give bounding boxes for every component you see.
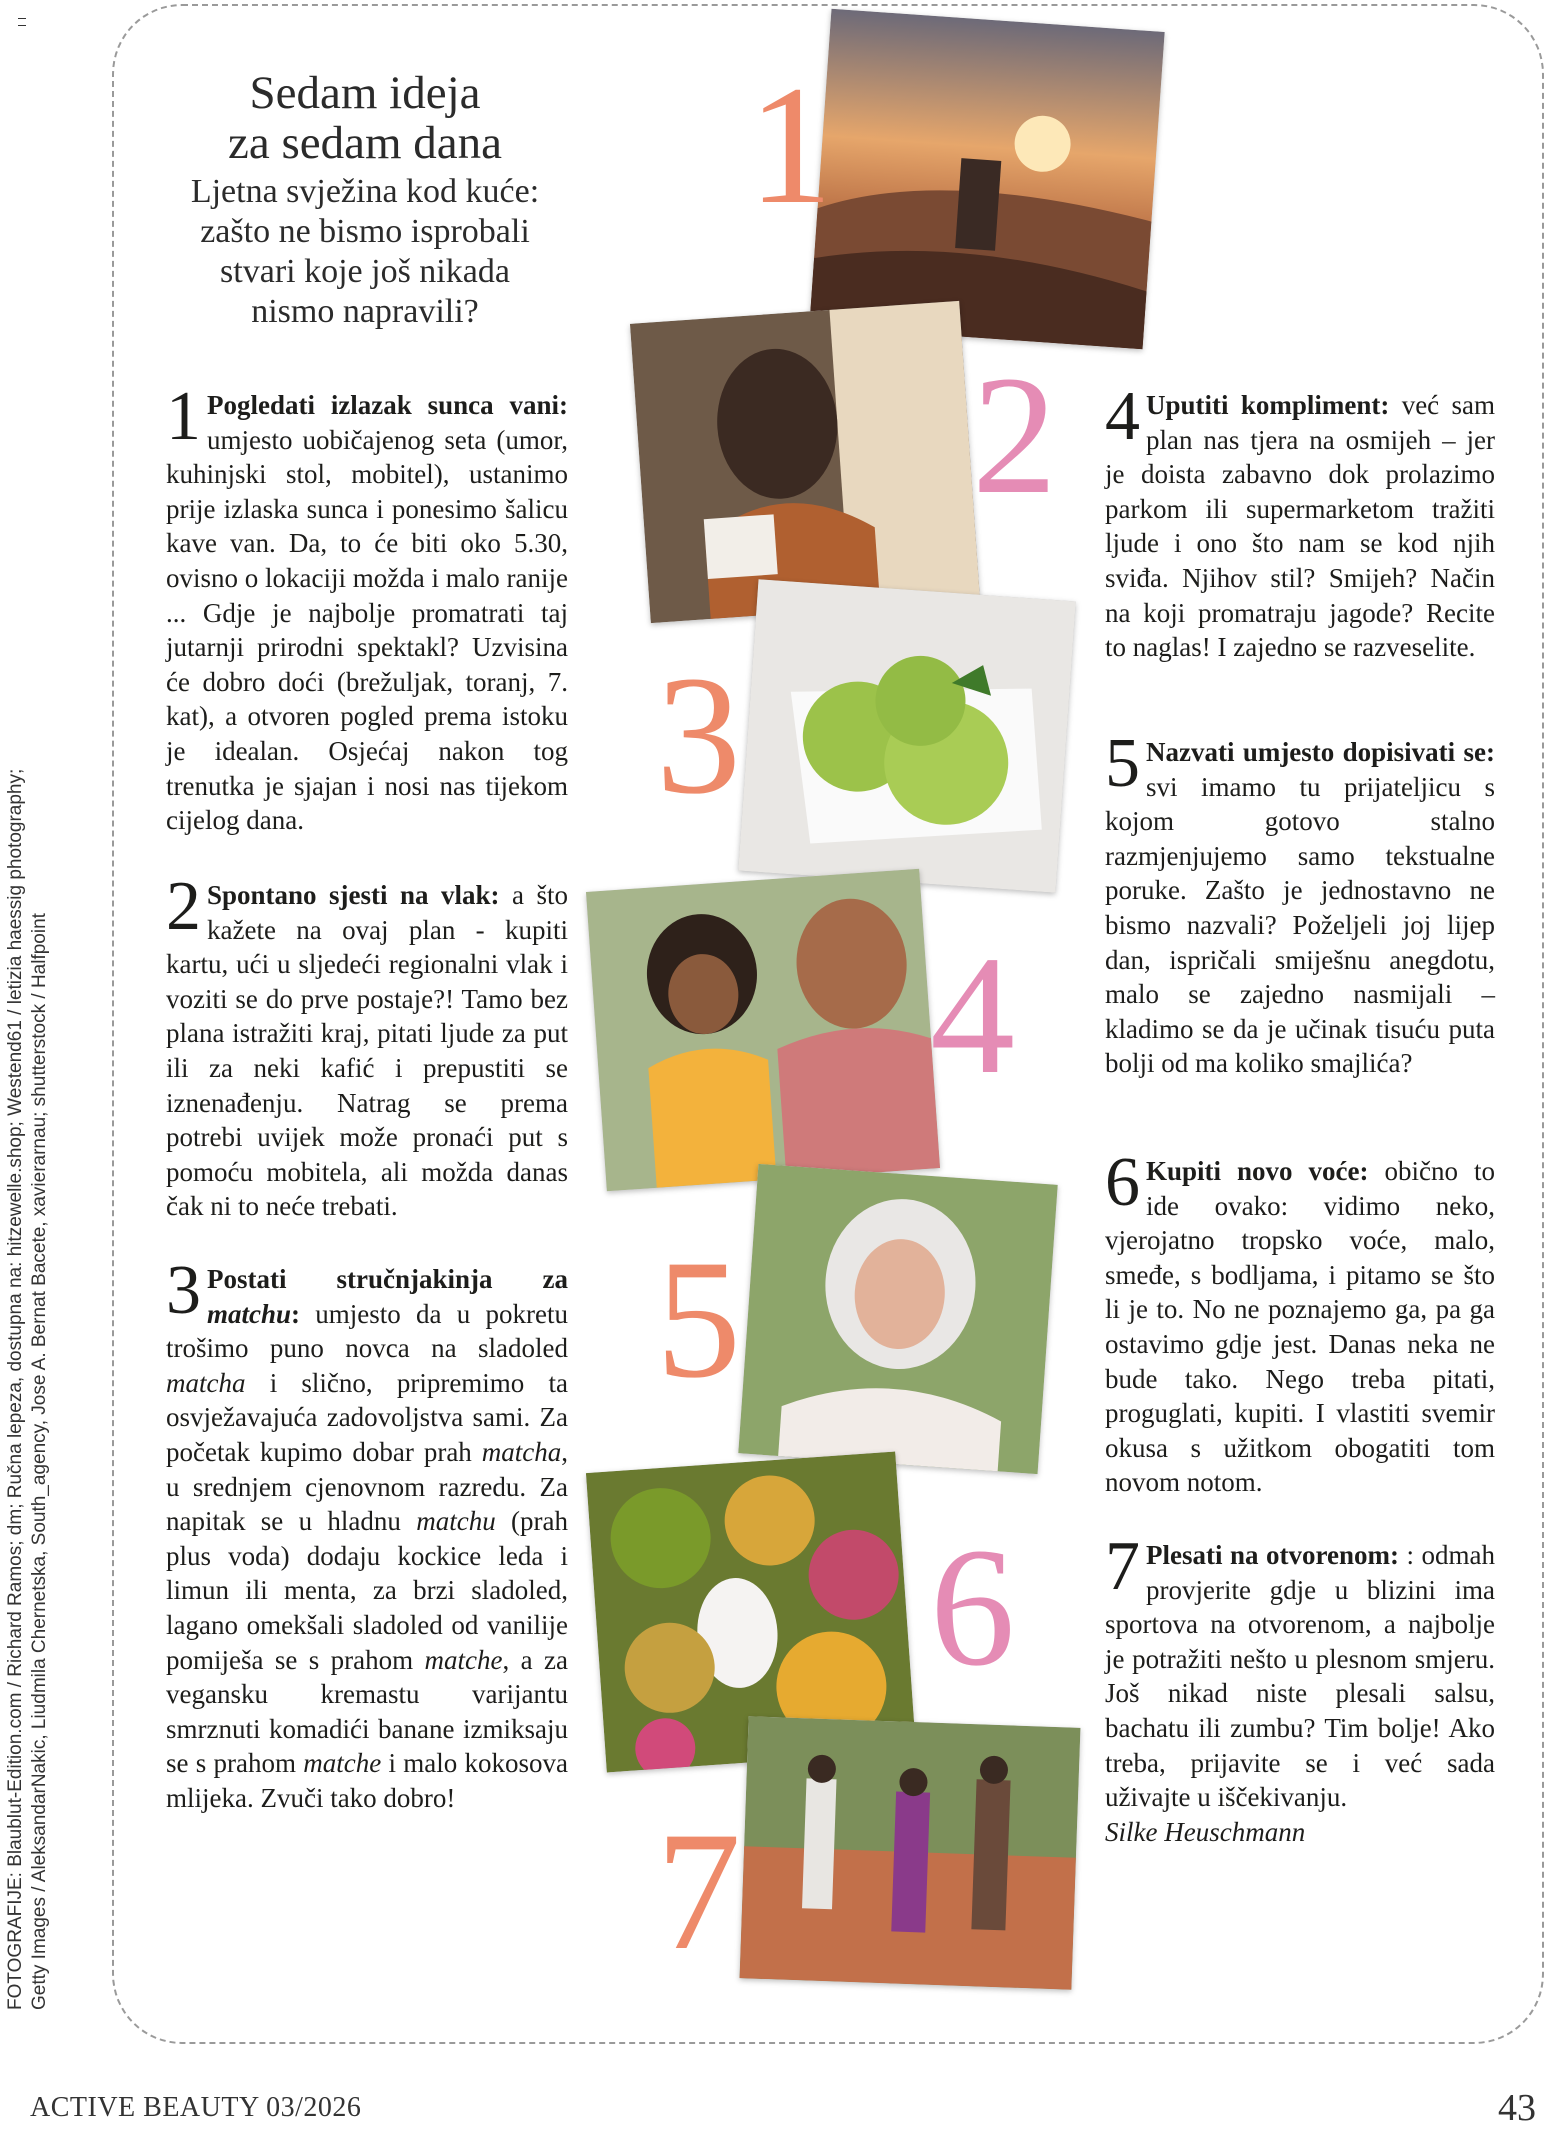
item-4-title: Uputiti kompliment:: [1146, 390, 1390, 420]
credits-line-2: Getty Images / AleksandarNakic, Liudmila Chernetska, South_agency, Jose A. Bernat Bacete, xavierarnau; shutterstock / Halfpoint: [29, 913, 50, 2010]
photo-credits: [4, 650, 60, 2010]
title-line-2: za sedam dana: [227, 117, 502, 169]
subtitle-line-1: Ljetna svježina kod kuće:: [190, 173, 540, 210]
item-3-text-3: , u srednjem cjenovnom razredu. Za napitak se u hladnu: [166, 1436, 568, 1537]
item-5-number: 5: [1105, 725, 1140, 802]
item-3-text-1: umjesto da u pokretu trošimo puno novca na sladoled: [166, 1298, 568, 1364]
page-number: 43: [1498, 2087, 1536, 2129]
item-6-text: obično to ide ovako: vidimo neko, vjerojatno tropsko voće, malo, smeđe, s bodljama, i pitamo se što li je to. No ne poznajemo ga, pa ga ostavimo gdje jest. Danas neka ne bude tako. Nego treba pitati, proguglati, kupiti. I vlastiti svemir okusa s užitkom obogatiti tom novom notom.: [1105, 1156, 1495, 1498]
item-1-text: umjesto uobičajenog seta (umor, kuhinjski stol, mobitel), ustanimo prije izlaska sunca i ponesimo šalicu kave van. Da, to će biti oko 5.30, ovisno o lokaciji možda i malo ranije ... Gdje je najbolje promatrati taj jutarnji prirodni spektakl? Uzvisina će dobro doći (brežuljak, toranj, 7. kat), a otvoren pogled prema istoku je idealan. Osjećaj nakon tog trenutka je sjajan i nosi nas tijekom cijelog dana.: [166, 424, 568, 836]
item-1-title: Pogledati izlazak sunca vani:: [207, 390, 568, 420]
item-2-text: a što kažete na ovaj plan - kupiti kartu, ući u sljedeći regionalni vlak i voziti se do prve postaje?! Tamo bez plana istražiti kraj, pitati ljude za put ili za neki kafić i prepustiti se iznenađenju. Natrag se prema potrebi uvijek može pronaći put s pomoću mobitela, ali možda danas čak ni to neće trebati.: [166, 880, 568, 1222]
item-1: [166, 378, 568, 838]
item-3-italic-3: matchu: [416, 1506, 496, 1537]
item-4-text: već sam plan nas tjera na osmijeh – jer je doista zabavno dok prolazimo parkom ili supermarketom tražiti ljude i ono što nam se kod njih sviđa. Njihov stil? Smijeh? Način na koji promatraju jagode? Recite to naglas! I zajedno se razveselite.: [1105, 390, 1495, 663]
big-number-1: 1: [748, 51, 833, 239]
item-3-italic-5: matche: [303, 1748, 382, 1779]
item-2: [166, 868, 568, 1224]
crop-mark: [18, 18, 26, 26]
item-3-italic-4: matche: [424, 1644, 503, 1675]
credits-line-1: FOTOGRAFIJE: Blaublut-Edition.com / Richard Ramos; dm; Ručna lepeza, dostupna na: hitzewelle.shop; Westend61 / letizia haessig photography;: [5, 768, 26, 2010]
subtitle-line-3: stvari koje još nikada: [220, 253, 510, 290]
item-4: [1105, 378, 1495, 665]
big-number-3: 3: [656, 641, 741, 829]
item-3: [166, 1252, 569, 1816]
item-7-text: : odmah provjerite gdje u blizini ima sportova na otvorenom, a najbolje je potražiti nešto u plesnom smjeru. Još nikad niste plesali salsu, bachatu ili zumbu? Tim bolje! Ako treba, prijavite se i već sada uživajte u iščekivanju.: [1105, 1540, 1495, 1813]
photo-two-women: [586, 869, 940, 1192]
item-3-italic-2: matcha: [481, 1436, 562, 1467]
item-1-number: 1: [166, 378, 201, 455]
article-header: [160, 68, 570, 332]
item-3-text-5: , a za vegansku kremastu varijantu smrznuti komadići banane izmiksaju se s prahom: [166, 1644, 568, 1779]
item-6-title: Kupiti novo voće:: [1146, 1156, 1369, 1186]
title-line-1: Sedam ideja: [249, 67, 481, 119]
item-5-text: svi imamo tu prijateljicu s kojom gotovo stalno razmjenjujemo samo tekstualne poruke. Zašto je jednostavno ne bismo nazvali? Poželjeli joj lijep dan, ispričali smiješnu anegdotu, malo se zajedno nasmijali – kladimo se da je učinak tisuću puta bolji od ma koliko smajlića?: [1105, 771, 1495, 1079]
item-6-number: 6: [1105, 1144, 1140, 1221]
big-number-6: 6: [930, 1513, 1015, 1701]
photo-matcha-icecream: [738, 579, 1076, 892]
subtitle-line-2: zašto ne bismo isprobali: [200, 213, 530, 250]
item-6: [1105, 1144, 1495, 1500]
photo-sunrise: [809, 9, 1164, 350]
big-number-2: 2: [972, 341, 1057, 529]
item-3-number: 3: [166, 1252, 201, 1329]
item-5: [1105, 725, 1495, 1081]
subtitle-line-4: nismo napravili?: [251, 293, 479, 330]
item-3-title-a: Postati stručnjakinja za: [207, 1264, 568, 1294]
item-3-title-b: matchu: [207, 1298, 292, 1329]
big-number-5: 5: [656, 1225, 741, 1413]
photo-train: [630, 301, 980, 623]
big-number-4: 4: [930, 921, 1015, 1109]
item-3-text-2: i slično, pripremimo ta osvježavajuća zadovoljstva sami. Za početak kupimo dobar prah: [166, 1367, 568, 1467]
item-2-number: 2: [166, 868, 201, 945]
item-3-italic-1: matcha: [166, 1367, 246, 1398]
item-4-number: 4: [1105, 378, 1140, 455]
item-3-text-4: (prah plus voda) dodaju kockice leda i limun ili menta, za brzi sladoled, lagano omekšali sladoled od vanilije pomiješa se s prahom: [166, 1506, 569, 1675]
item-7-title: Plesati na otvorenom:: [1146, 1540, 1399, 1570]
photo-woman-phone: [738, 1164, 1057, 1474]
author-signature: Silke Heuschmann: [1105, 1816, 1306, 1847]
item-3-text-6: i malo kokosova mlijeka. Zvuči tako dobro!: [166, 1748, 568, 1813]
item-7: [1105, 1528, 1495, 1849]
item-5-title: Nazvati umjesto dopisivati se:: [1146, 737, 1495, 767]
item-2-title: Spontano sjesti na vlak:: [207, 880, 500, 910]
photo-outdoor-dancing: [740, 1716, 1081, 1989]
item-7-number: 7: [1105, 1528, 1140, 1605]
magazine-issue: ACTIVE BEAUTY 03/2026: [30, 2092, 362, 2123]
big-number-7: 7: [656, 1797, 741, 1985]
item-3-title-c: :: [291, 1298, 301, 1329]
